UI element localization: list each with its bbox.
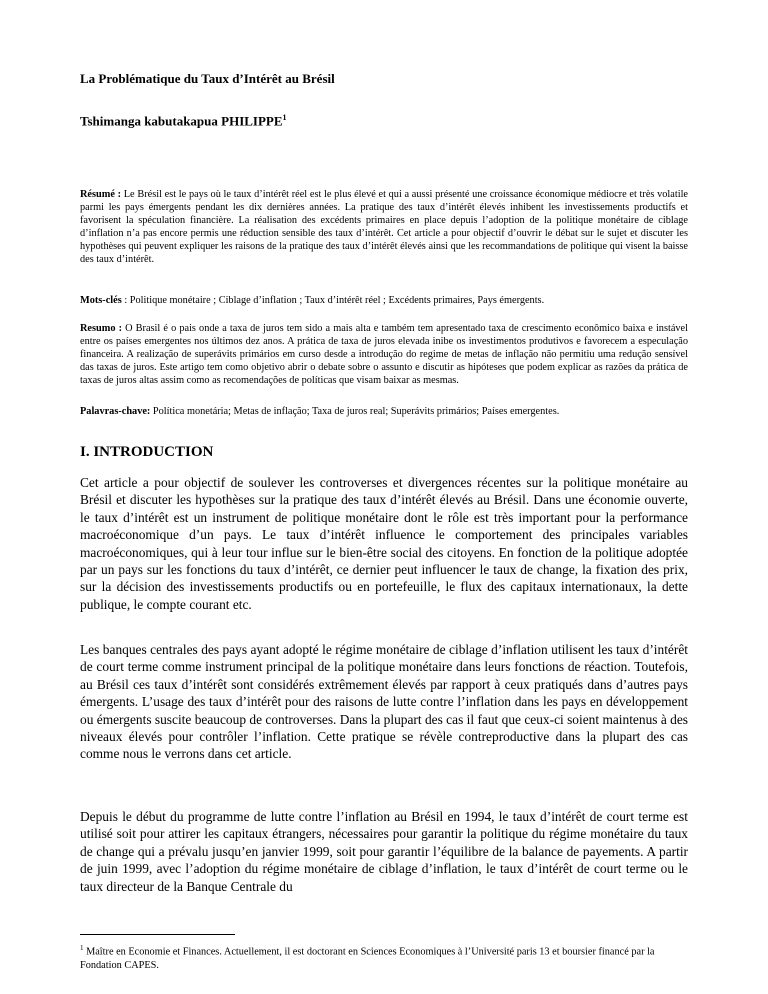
- mots-cles: [80, 294, 688, 307]
- author-name: Tshimanga kabutakapua PHILIPPE: [80, 113, 283, 129]
- footnote-text: Maître en Economie et Finances. Actuellement, il est doctorant en Sciences Economiques à l’Université paris 13 et boursier financé par la Fondation CAPES.: [80, 946, 655, 972]
- author-line: [80, 113, 287, 129]
- body-paragraph-2: Les banques centrales des pays ayant adopté le régime monétaire de ciblage d’inflation utilisent les taux d’intérêt de court terme comme instrument principal de la politique monétaire dans leurs fonctions de réaction. Toutefois, au Brésil ces taux d’intérêt sont considérés extrêmement élevés par rapport à ceux pratiqués dans d’autres pays émergents. L’usage des taux d’intérêt pour des raisons de lutte contre l’inflation dans les pays en développement ou émergents suscite beaucoup de controverses. Dans la plupart des cas il faut que ceux-ci soient maintenus à des niveaux élevés pour contrôler l’inflation. Cette pratique se révèle contreproductive dans la plupart des cas comme nous le verrons dans cet article.: [80, 642, 688, 762]
- resume-abstract: [80, 188, 688, 266]
- resumo-label: Resumo :: [80, 323, 123, 334]
- mots-cles-text: : Politique monétaire ; Ciblage d’inflation ; Taux d’intérêt réel ; Excédents primaires, Pays émergents.: [121, 295, 545, 306]
- body-paragraph-3: Depuis le début du programme de lutte contre l’inflation au Brésil en 1994, le taux d’intérêt de court terme est utilisé soit pour attirer les capitaux étrangers, nécessaires pour garantir la politique du régime monétaire du taux de change qui a prévalu jusqu’en janvier 1999, soit pour garantir l’équilibre de la balance de payements. A partir de juin 1999, avec l’adoption du régime monétaire de ciblage d’inflation, le taux d’intérêt de court terme ou le taux directeur de la Banque Centrale du: [80, 809, 688, 894]
- mots-cles-label: Mots-clés: [80, 295, 122, 306]
- palavras-chave-label: Palavras-chave:: [80, 406, 151, 417]
- resume-label: Résumé :: [80, 189, 122, 200]
- resumo-abstract: [80, 322, 688, 387]
- body-paragraph-1: Cet article a pour objectif de soulever les controverses et divergences récentes sur la politique monétaire au Brésil et discuter les hypothèses sur la pratique des taux d’intérêt élevés au Brésil. Dans une économie ouverte, le taux d’intérêt est un instrument de politique monétaire dont le rôle est très important pour la performance macroéconomique d’un pays. Le taux d’intérêt influence le comportement des principales variables macroéconomiques, qui à leur tour influe sur le bien-être social des citoyens. En fonction de la politique adoptée par un pays sur les fonctions du taux d’intérêt, ce dernier peut influencer le taux de change, la fixation des prix, sur la décision des investissements productifs ou en portefeuille, le flux des capitaux internationaux, la dette publique, le compte courant etc.: [80, 475, 688, 612]
- palavras-chave: [80, 405, 688, 418]
- footnote-divider: [80, 934, 235, 935]
- footnote: [80, 941, 688, 973]
- section-heading: I. INTRODUCTION: [80, 444, 214, 460]
- resume-text: Le Brésil est le pays où le taux d’intérêt réel est le plus élevé et qui a aussi présenté une croissance économique médiocre et très volatile parmi les pays émergents pendant les dix dernières années. La pratique des taux d’intérêt élevés inhibent les investissements productifs et favorisent la spéculation financière. La réalisation des excédents primaires en place depuis l’adoption de la politique monétaire de ciblage d’inflation n’a pas encore permis une réduction sensible des taux d’intérêt. Cet article a pour objectif d’ouvrir le débat sur le sujet et discuter les hypothèses qui peuvent expliquer les raisons de la pratique des taux d’intérêt élevés ainsi que les recommandations de politique qui visent la baisse des taux d’intérêt.: [80, 189, 688, 265]
- palavras-chave-text: Política monetária; Metas de inflação; Taxa de juros real; Superávits primários; Países emergentes.: [150, 406, 560, 417]
- footnote-number: 1: [80, 944, 84, 952]
- paper-title: La Problématique du Taux d’Intérêt au Brésil: [80, 71, 335, 86]
- resumo-text: O Brasil é o pais onde a taxa de juros tem sido a mais alta e também tem apresentado taxa de crescimento econômico baixa e instável entre os países emergentes nos últimos dez anos. A prática de taxa de juros elevada inibe os investimentos produtivos e favorecem a especulação financeira. A realização de superávits primários em curso desde a introdução do regime de metas de inflação não permitiu uma redução sensível das taxas de juros. Este artigo tem como objetivo abrir o debate sobre o assunto e discutir as hipóteses que podem explicar as razões da prática de taxas de juros altas assim como as recomendações de políticas que visam baixar as mesmas.: [80, 323, 688, 386]
- footnote-marker: 1: [282, 113, 287, 122]
